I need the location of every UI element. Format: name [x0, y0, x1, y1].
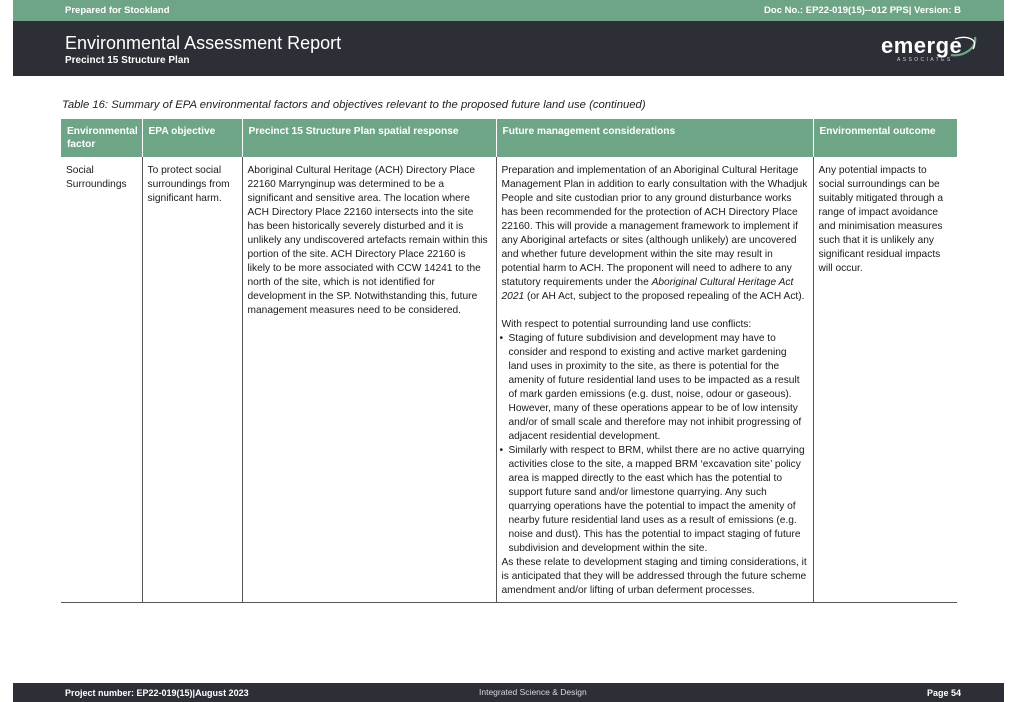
header-environmental-outcome: Environmental outcome: [813, 119, 957, 157]
cell-epa-objective: To protect social surroundings from significant harm.: [142, 157, 242, 603]
list-item: • Similarly with respect to BRM, whilst there are no active quarrying activities close to the site, a mapped BRM ‘excavation site’ policy area is mapped directly to the east which has the potential to support future sand and/or limestone quarrying. Any such quarrying operations have the potential to impact the amenity of nearby future residential land uses as a result of emissions (e.g. noise and dust). This has the potential to impact staging of future subdivision and development within the site.: [502, 444, 808, 556]
act-name: Aboriginal Cultural Heritage Act 2021: [501, 277, 794, 302]
top-bar: [13, 0, 1004, 21]
epa-factors-table: [61, 119, 957, 603]
logo-wordmark: emerge: [881, 33, 963, 58]
page-number: Page 54: [926, 688, 961, 698]
header-management-considerations: Future management considerations: [496, 119, 813, 157]
management-text-a: Preparation and implementation of an Aboriginal Cultural Heritage Management Plan in addition to early consultation with the Whadjuk People and site custodian prior to any ground disturbance works has been recommended for the protection of ACH Directory Place 22160. This will provide a management framework to implement if any Aboriginal artefacts or sites (although unlikely) are uncovered and whether future development within the site may result in potential harm to ACH. The proponent will need to adhere to any statutory requirements under the: [501, 165, 808, 288]
header-environmental-factor: Environmental factor: [61, 119, 142, 157]
cell-spatial-response: Aboriginal Cultural Heritage (ACH) Directory Place 22160 Marrynginup was determined to be a significant and sensitive area. The location where ACH Directory Place 22160 intersects into the site has been historically severely disturbed and it is unlikely any undiscovered artefacts remain within this portion of the site. ACH Directory Place 22160 is likely to be more associated with CCW 14241 to the north of the site, which is not identified for development in the SP. Notwithstanding this, future management measures need to be considered.: [242, 157, 496, 603]
cell-environmental-outcome: Any potential impacts to social surroundings can be suitably mitigated through a range of impact avoidance and minimisation measures such that it is unlikely any significant residual impacts will occur.: [813, 157, 957, 603]
logo-subtext: ASSOCIATES: [897, 57, 953, 63]
cell-management-considerations: [496, 157, 813, 603]
footer-tagline: Integrated Science & Design: [479, 687, 587, 697]
prepared-for-label: Prepared for Stockland: [65, 5, 170, 16]
table-header-row: [61, 119, 957, 157]
management-paragraph-conflicts: With respect to potential surrounding land use conflicts:: [501, 319, 752, 330]
cell-environmental-factor: Social Surroundings: [61, 157, 142, 603]
report-header: [13, 21, 1004, 76]
management-bullet-list: [502, 332, 808, 556]
project-number-label: Project number: EP22-019(15)|August 2023: [65, 688, 249, 698]
management-text-b: (or AH Act, subject to the proposed repealing of the ACH Act).: [524, 291, 805, 302]
report-subtitle: Precinct 15 Structure Plan: [65, 55, 190, 66]
report-title: Environmental Assessment Report: [65, 33, 342, 53]
company-logo: [881, 33, 981, 63]
page-footer: [13, 683, 1004, 702]
list-item: • Staging of future subdivision and development may have to consider and respond to existing and active market gardening land uses in proximity to the site, as there is potential for the amenity of future residential land uses to be impacted as a result of mark garden emissions (e.g. dust, noise, odour or gaseous). However, many of these operations appear to be of low intensity and/or of small scale and therefore may not inhibit progressing of adjacent residential development.: [502, 332, 808, 444]
management-paragraph-heritage: [502, 164, 808, 304]
header-spatial-response: Precinct 15 Structure Plan spatial response: [242, 119, 496, 157]
document-number-label: Doc No.: EP22-019(15)--012 PPS| Version: B: [764, 5, 961, 16]
table-row: [61, 157, 957, 603]
table-caption: Table 16: Summary of EPA environmental factors and objectives relevant to the proposed future land use (continued): [62, 99, 646, 111]
management-paragraph-staging: As these relate to development staging and timing considerations, it is anticipated that they will be addressed through the future scheme amendment and/or lifting of urban deferment processes.: [501, 557, 807, 596]
header-epa-objective: EPA objective: [142, 119, 242, 157]
